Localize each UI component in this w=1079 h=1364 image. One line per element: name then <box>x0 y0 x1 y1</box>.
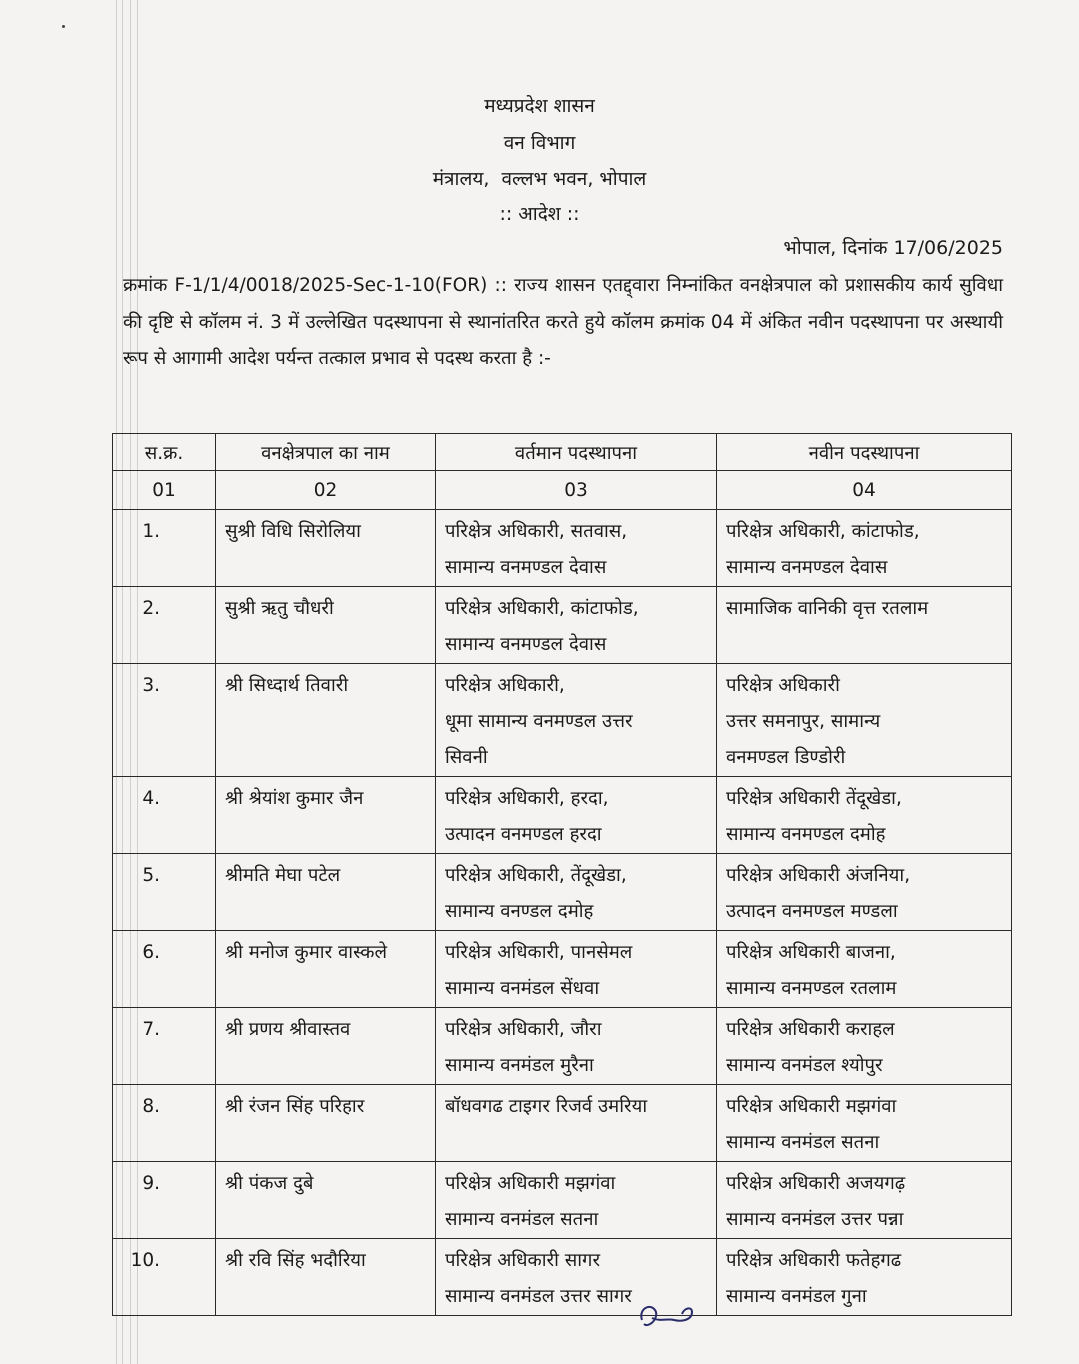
officer-name-cell: सुश्री ऋतु चौधरी <box>216 587 436 664</box>
new-posting-cell <box>717 1085 1012 1162</box>
header-cell: वनक्षेत्रपाल का नाम <box>216 434 436 471</box>
new-posting-line: परिक्षेत्र अधिकारी, कांटाफोड, <box>726 521 920 542</box>
current-posting-line: धूमा सामान्य वनमण्डल उत्तर <box>445 711 633 732</box>
column-number: 04 <box>717 471 1012 510</box>
new-posting-cell <box>717 1162 1012 1239</box>
current-posting-line: परिक्षेत्र अधिकारी, कांटाफोड, <box>445 598 639 619</box>
current-posting-line: सामान्य वनमण्डल देवास <box>445 634 607 655</box>
current-posting-line: परिक्षेत्र अधिकारी, हरदा, <box>445 788 609 809</box>
serial-number-cell: 5. <box>113 854 216 931</box>
current-posting-cell <box>436 1162 717 1239</box>
officer-name-cell: श्री मनोज कुमार वास्कले <box>216 931 436 1008</box>
table-row <box>113 777 1012 854</box>
new-posting-line: उत्तर समनापुर, सामान्य <box>726 711 881 732</box>
current-posting-line: बॉधवगढ टाइगर रिजर्व उमरिया <box>445 1096 648 1117</box>
current-posting-line: सामान्य वनमंडल सतना <box>445 1209 599 1230</box>
new-posting-cell <box>717 854 1012 931</box>
current-posting-cell <box>436 931 717 1008</box>
new-posting-line: परिक्षेत्र अधिकारी कराहल <box>726 1019 895 1040</box>
current-posting-line: सामान्य वनमण्डल देवास <box>445 557 607 578</box>
officer-name-cell: श्री श्रेयांश कुमार जैन <box>216 777 436 854</box>
new-posting-line: परिक्षेत्र अधिकारी अंजनिया, <box>726 865 911 886</box>
header-line-4: :: आदेश :: <box>499 203 580 225</box>
officer-name-cell: श्री रवि सिंह भदौरिया <box>216 1239 436 1316</box>
table-row <box>113 1162 1012 1239</box>
new-posting-line: वनमण्डल डिण्डोरी <box>726 747 846 768</box>
current-posting-line: सामान्य वनमंडल मुरैना <box>445 1055 594 1076</box>
current-posting-cell <box>436 510 717 587</box>
officer-name-cell: श्री रंजन सिंह परिहार <box>216 1085 436 1162</box>
current-posting-line: सिवनी <box>445 747 488 768</box>
column-number: 03 <box>436 471 717 510</box>
new-posting-line: सामाजिक वानिकी वृत्त रतलाम <box>726 598 929 619</box>
current-posting-line: परिक्षेत्र अधिकारी, तेंदूखेडा, <box>445 865 627 886</box>
new-posting-line: परिक्षेत्र अधिकारी बाजना, <box>726 942 896 963</box>
new-posting-line: परिक्षेत्र अधिकारी फतेहगढ <box>726 1250 902 1271</box>
speck-mark <box>62 25 65 28</box>
officer-name-cell: श्री पंकज दुबे <box>216 1162 436 1239</box>
table-row <box>113 931 1012 1008</box>
new-posting-line: परिक्षेत्र अधिकारी <box>726 675 840 696</box>
table-header-row <box>113 434 1012 471</box>
serial-number-cell: 3. <box>113 664 216 777</box>
new-posting-cell <box>717 510 1012 587</box>
column-number: 01 <box>113 471 216 510</box>
table-row <box>113 1239 1012 1316</box>
serial-number-cell: 1. <box>113 510 216 587</box>
new-posting-line: सामान्य वनमण्डल देवास <box>726 557 888 578</box>
current-posting-line: सामान्य वनमंडल उत्तर सागर <box>445 1286 632 1307</box>
table-body <box>113 510 1012 1316</box>
column-number-row <box>113 471 1012 510</box>
order-paragraph: क्रमांक F-1/1/4/0018/2025-Sec-1-10(FOR) :: राज्य शासन एतद्द्वारा निम्नांकित वनक्षेत्रपाल को प्रशासकीय कार्य सुविधा की दृष्टि से कॉलम नं. 3 में उल्लेखित पदस्थापना से स्थानांतरित करते हुये कॉलम क्रमांक 04 में अंकित नवीन पदस्थापना पर अस्थायी रूप से आगामी आदेश पर्यन्त तत्काल प्रभाव से पदस्थ करता है :- <box>123 275 1003 369</box>
serial-number-cell: 6. <box>113 931 216 1008</box>
current-posting-line: परिक्षेत्र अधिकारी, <box>445 675 565 696</box>
current-posting-cell <box>436 664 717 777</box>
header-cell: स.क्र. <box>113 434 216 471</box>
current-posting-line: परिक्षेत्र अधिकारी, पानसेमल <box>445 942 633 963</box>
new-posting-line: सामान्य वनमंडल उत्तर पन्ना <box>726 1209 904 1230</box>
serial-number-cell: 10. <box>113 1239 216 1316</box>
table-row <box>113 1008 1012 1085</box>
current-posting-line: परिक्षेत्र अधिकारी सागर <box>445 1250 601 1271</box>
table-row <box>113 1085 1012 1162</box>
new-posting-cell <box>717 777 1012 854</box>
new-posting-line: परिक्षेत्र अधिकारी तेंदूखेडा, <box>726 788 902 809</box>
column-number: 02 <box>216 471 436 510</box>
new-posting-line: सामान्य वनमंडल गुना <box>726 1286 867 1307</box>
new-posting-cell <box>717 664 1012 777</box>
transfer-table <box>112 433 1012 1316</box>
current-posting-line: परिक्षेत्र अधिकारी मझगंवा <box>445 1173 616 1194</box>
current-posting-cell <box>436 1085 717 1162</box>
current-posting-line: सामान्य वनण्डल दमोह <box>445 901 594 922</box>
table-row <box>113 854 1012 931</box>
current-posting-line: उत्पादन वनमण्डल हरदा <box>445 824 602 845</box>
header-cell: नवीन पदस्थापना <box>717 434 1012 471</box>
current-posting-cell <box>436 1008 717 1085</box>
serial-number-cell: 8. <box>113 1085 216 1162</box>
new-posting-line: सामान्य वनमण्डल दमोह <box>726 824 886 845</box>
table-row <box>113 510 1012 587</box>
table-row <box>113 664 1012 777</box>
signature-mark <box>634 1298 698 1338</box>
new-posting-line: परिक्षेत्र अधिकारी मझगंवा <box>726 1096 897 1117</box>
officer-name-cell: श्री सिध्दार्थ तिवारी <box>216 664 436 777</box>
new-posting-cell <box>717 587 1012 664</box>
new-posting-line: उत्पादन वनमण्डल मण्डला <box>726 901 898 922</box>
header-line-3: मंत्रालय, वल्लभ भवन, भोपाल <box>432 168 647 190</box>
officer-name-cell: सुश्री विधि सिरोलिया <box>216 510 436 587</box>
current-posting-cell <box>436 854 717 931</box>
new-posting-cell <box>717 1239 1012 1316</box>
current-posting-cell <box>436 777 717 854</box>
new-posting-line: सामान्य वनमण्डल रतलाम <box>726 978 897 999</box>
serial-number-cell: 4. <box>113 777 216 854</box>
new-posting-line: परिक्षेत्र अधिकारी अजयगढ़ <box>726 1173 906 1194</box>
date-line: भोपाल, दिनांक 17/06/2025 <box>783 237 1003 259</box>
new-posting-line: सामान्य वनमंडल सतना <box>726 1132 880 1153</box>
current-posting-line: परिक्षेत्र अधिकारी, सतवास, <box>445 521 628 542</box>
header-cell: वर्तमान पदस्थापना <box>436 434 717 471</box>
current-posting-cell <box>436 587 717 664</box>
new-posting-cell <box>717 931 1012 1008</box>
header-line-1: मध्यप्रदेश शासन <box>484 95 595 117</box>
current-posting-line: परिक्षेत्र अधिकारी, जौरा <box>445 1019 602 1040</box>
officer-name-cell: श्रीमति मेघा पटेल <box>216 854 436 931</box>
new-posting-line: सामान्य वनमंडल श्योपुर <box>726 1055 883 1076</box>
officer-name-cell: श्री प्रणय श्रीवास्तव <box>216 1008 436 1085</box>
serial-number-cell: 7. <box>113 1008 216 1085</box>
serial-number-cell: 2. <box>113 587 216 664</box>
serial-number-cell: 9. <box>113 1162 216 1239</box>
new-posting-cell <box>717 1008 1012 1085</box>
current-posting-line: सामान्य वनमंडल सेंधवा <box>445 978 600 999</box>
header-line-2: वन विभाग <box>503 132 576 154</box>
table-row <box>113 587 1012 664</box>
